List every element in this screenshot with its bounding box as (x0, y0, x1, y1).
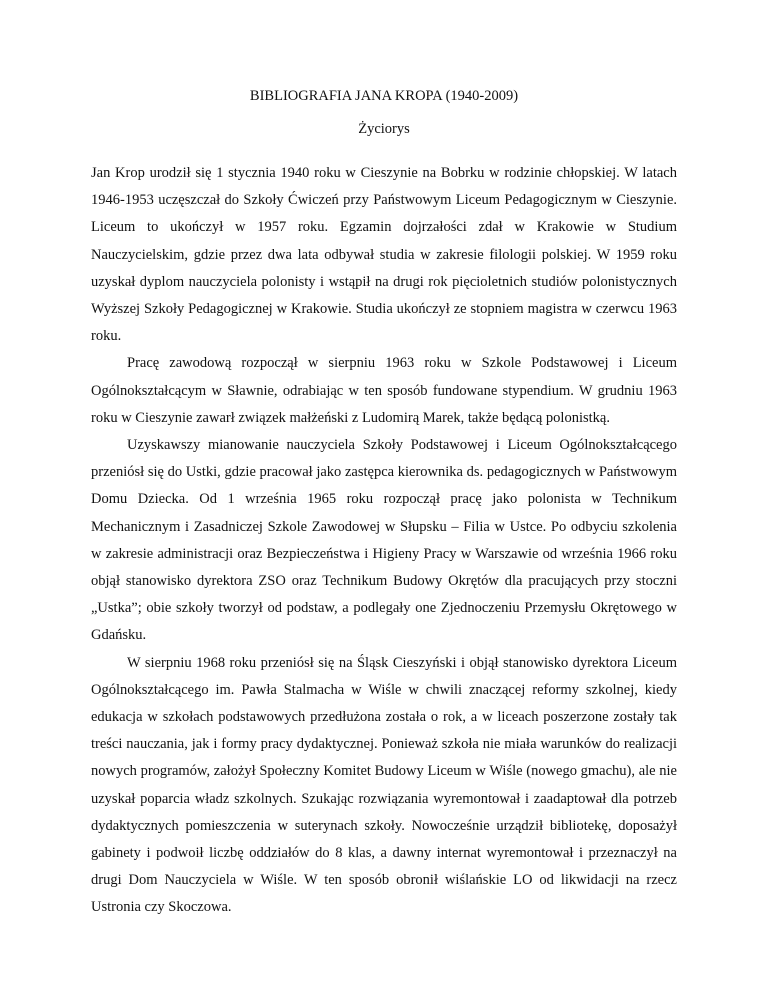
paragraph-wisla: W sierpniu 1968 roku przeniósł się na Śląsk Cieszyński i objął stanowisko dyrektora Liceum Ogólnokształcącego im. Pawła Stalmacha w Wiśle w chwili znaczącej reformy szkolnej, kiedy edukacja w szkołach podstawowych przedłużona została o rok, a w liceach poszerzone zostały tak treści nauczania, jak i formy pracy dydaktycznej. Ponieważ szkoła nie miała warunków do realizacji nowych programów, założył Społeczny Komitet Budowy Liceum w Wiśle (nowego gmachu), ale nie uzyskał poparcia władz szkolnych. Szukając rozwiązania wyremontował i zaadaptował dla potrzeb dydaktycznych pomieszczenia w suterynach szkoły. Nowocześnie urządził bibliotekę, doposażył gabinety i podwoił liczbę oddziałów do 8 klas, a dawny internat wyremontował i przeznaczył na drugi Dom Nauczyciela w Wiśle. W ten sposób obronił wiślańskie LO od likwidacji na rzecz Ustronia czy Skoczowa. (91, 654, 677, 916)
paragraph-early-life: Jan Krop urodził się 1 stycznia 1940 roku w Cieszynie na Bobrku w rodzinie chłopskiej. W latach 1946-1953 uczęszczał do Szkoły Ćwiczeń przy Państwowym Liceum Pedagogicznym w Cieszynie. Liceum to ukończył w 1957 roku. Egzamin dojrzałości zdał w Krakowie w Studium Nauczycielskim, gdzie przez dwa lata odbywał studia w zakresie filologii polskiej. W 1959 roku uzyskał dyplom nauczyciela polonisty i wstąpił na drugi rok pięcioletnich studiów polonistycznych Wyższej Szkoły Pedagogicznej w Krakowie. Studia ukończył ze stopniem magistra w czerwcu 1963 roku. (91, 165, 677, 345)
document-title: BIBLIOGRAFIA JANA KROPA (1940-2009) (249, 88, 519, 104)
paragraph-ustka: Uzyskawszy mianowanie nauczyciela Szkoły Podstawowej i Liceum Ogólnokształcącego przeniósł się do Ustki, gdzie pracował jako zastępca kierownika ds. pedagogicznych w Państwowym Domu Dziecka. Od 1 września 1965 roku rozpoczął pracę jako polonista w Technikum Mechanicznym i Zasadniczej Szkole Zawodowej w Słupsku – Filia w Ustce. Po odbyciu szkolenia w zakresie administracji oraz Bezpieczeństwa i Higieny Pracy w Warszawie od września 1966 roku objął stanowisko dyrektora ZSO oraz Technikum Budowy Okrętów dla pracujących przy stoczni „Ustka”; obie szkoły tworzył od podstaw, a podlegały one Zjednoczeniu Przemysłu Okrętowego w Gdańsku. (91, 437, 677, 644)
section-heading-biography: Życiorys (358, 121, 410, 137)
document-body (91, 160, 677, 922)
paragraph-first-job: Pracę zawodową rozpoczął w sierpniu 1963 roku w Szkole Podstawowej i Liceum Ogólnokształcącym w Sławnie, odrabiając w ten sposób fundowane stypendium. W grudniu 1963 roku w Cieszynie zawarł związek małżeński z Ludomirą Marek, także będącą polonistką. (91, 355, 677, 426)
